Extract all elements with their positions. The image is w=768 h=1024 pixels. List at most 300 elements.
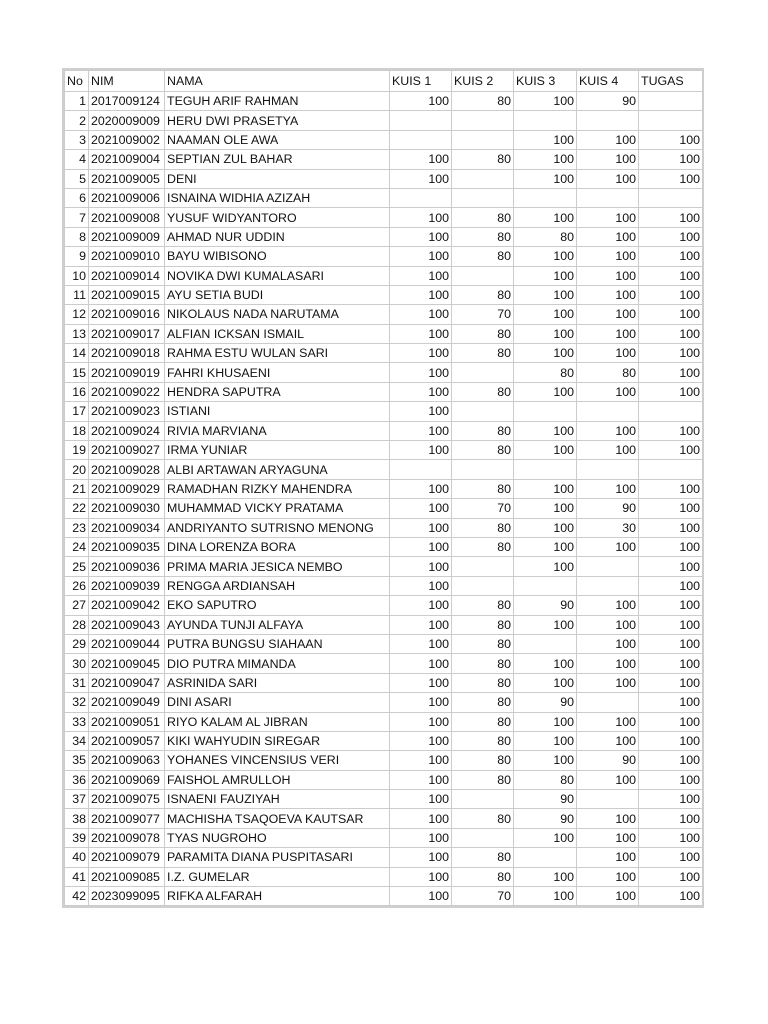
cell-tugas: 100 — [639, 615, 703, 634]
cell-tugas: 100 — [639, 266, 703, 285]
cell-tugas: 100 — [639, 693, 703, 712]
cell-kuis-2: 80 — [452, 441, 514, 460]
cell-nama: IRMA YUNIAR — [165, 441, 390, 460]
cell-kuis-4: 100 — [577, 305, 639, 324]
cell-nim: 2021009049 — [89, 693, 165, 712]
table-row — [65, 848, 703, 867]
table-row — [65, 247, 703, 266]
cell-kuis-4: 100 — [577, 809, 639, 828]
table-row — [65, 208, 703, 227]
cell-tugas — [639, 402, 703, 421]
cell-tugas: 100 — [639, 828, 703, 847]
cell-kuis-4: 100 — [577, 887, 639, 906]
cell-no: 5 — [65, 169, 89, 188]
cell-kuis-1: 100 — [390, 208, 452, 227]
cell-nama: YOHANES VINCENSIUS VERI — [165, 751, 390, 770]
table-row — [65, 344, 703, 363]
cell-no: 31 — [65, 673, 89, 692]
cell-kuis-2: 80 — [452, 285, 514, 304]
cell-kuis-2 — [452, 111, 514, 130]
cell-kuis-2 — [452, 557, 514, 576]
cell-nim: 2021009030 — [89, 499, 165, 518]
cell-nama: RENGGA ARDIANSAH — [165, 576, 390, 595]
cell-no: 25 — [65, 557, 89, 576]
cell-nim: 2021009079 — [89, 848, 165, 867]
cell-kuis-1: 100 — [390, 402, 452, 421]
grade-sheet — [62, 68, 700, 908]
cell-nama: AYU SETIA BUDI — [165, 285, 390, 304]
cell-kuis-4: 100 — [577, 731, 639, 750]
cell-nim: 2021009022 — [89, 382, 165, 401]
cell-no: 19 — [65, 441, 89, 460]
cell-no: 27 — [65, 596, 89, 615]
cell-kuis-4 — [577, 111, 639, 130]
grade-table — [64, 70, 703, 906]
cell-nim: 2021009042 — [89, 596, 165, 615]
cell-kuis-3: 100 — [514, 673, 577, 692]
cell-kuis-4: 100 — [577, 130, 639, 149]
cell-nim: 2021009008 — [89, 208, 165, 227]
header-kuis-4: KUIS 4 — [577, 71, 639, 92]
cell-tugas: 100 — [639, 479, 703, 498]
cell-kuis-3: 100 — [514, 479, 577, 498]
cell-no: 1 — [65, 92, 89, 111]
cell-kuis-3: 80 — [514, 363, 577, 382]
table-row — [65, 421, 703, 440]
cell-nama: DIO PUTRA MIMANDA — [165, 654, 390, 673]
cell-nim: 2021009006 — [89, 188, 165, 207]
cell-kuis-2: 80 — [452, 615, 514, 634]
cell-nama: ISTIANI — [165, 402, 390, 421]
cell-no: 21 — [65, 479, 89, 498]
cell-no: 11 — [65, 285, 89, 304]
cell-nama: PRIMA MARIA JESICA NEMBO — [165, 557, 390, 576]
cell-nama: EKO SAPUTRO — [165, 596, 390, 615]
cell-tugas: 100 — [639, 382, 703, 401]
cell-kuis-4: 100 — [577, 712, 639, 731]
cell-no: 24 — [65, 537, 89, 556]
cell-no: 22 — [65, 499, 89, 518]
cell-no: 35 — [65, 751, 89, 770]
cell-nama: SEPTIAN ZUL BAHAR — [165, 150, 390, 169]
table-row — [65, 499, 703, 518]
header-row — [65, 71, 703, 92]
cell-kuis-4: 100 — [577, 867, 639, 886]
cell-no: 6 — [65, 188, 89, 207]
cell-kuis-4: 90 — [577, 92, 639, 111]
cell-kuis-4: 100 — [577, 673, 639, 692]
cell-tugas: 100 — [639, 712, 703, 731]
table-row — [65, 751, 703, 770]
cell-kuis-4: 90 — [577, 499, 639, 518]
cell-tugas: 100 — [639, 596, 703, 615]
cell-kuis-2: 80 — [452, 693, 514, 712]
cell-tugas: 100 — [639, 518, 703, 537]
cell-kuis-1: 100 — [390, 441, 452, 460]
cell-no: 40 — [65, 848, 89, 867]
cell-nim: 2021009010 — [89, 247, 165, 266]
cell-nim: 2021009019 — [89, 363, 165, 382]
table-row — [65, 634, 703, 653]
cell-no: 34 — [65, 731, 89, 750]
cell-kuis-1: 100 — [390, 615, 452, 634]
cell-no: 4 — [65, 150, 89, 169]
cell-kuis-3: 100 — [514, 557, 577, 576]
cell-kuis-1: 100 — [390, 169, 452, 188]
cell-kuis-2: 80 — [452, 673, 514, 692]
cell-kuis-4: 100 — [577, 441, 639, 460]
cell-nama: DENI — [165, 169, 390, 188]
cell-tugas: 100 — [639, 634, 703, 653]
cell-kuis-3: 90 — [514, 596, 577, 615]
cell-kuis-1: 100 — [390, 828, 452, 847]
cell-nama: RIYO KALAM AL JIBRAN — [165, 712, 390, 731]
cell-kuis-3: 100 — [514, 344, 577, 363]
cell-no: 12 — [65, 305, 89, 324]
cell-tugas: 100 — [639, 305, 703, 324]
cell-kuis-2: 80 — [452, 344, 514, 363]
cell-nama: BAYU WIBISONO — [165, 247, 390, 266]
cell-kuis-2: 80 — [452, 634, 514, 653]
cell-tugas: 100 — [639, 227, 703, 246]
cell-kuis-1: 100 — [390, 227, 452, 246]
cell-no: 2 — [65, 111, 89, 130]
cell-nama: HERU DWI PRASETYA — [165, 111, 390, 130]
grade-table-frame — [62, 68, 704, 908]
cell-kuis-1: 100 — [390, 150, 452, 169]
cell-nama: FAISHOL AMRULLOH — [165, 770, 390, 789]
cell-nama: RAMADHAN RIZKY MAHENDRA — [165, 479, 390, 498]
cell-kuis-3: 100 — [514, 285, 577, 304]
cell-no: 36 — [65, 770, 89, 789]
cell-kuis-4: 100 — [577, 285, 639, 304]
cell-no: 9 — [65, 247, 89, 266]
cell-no: 10 — [65, 266, 89, 285]
cell-kuis-2: 70 — [452, 887, 514, 906]
table-row — [65, 557, 703, 576]
cell-kuis-2 — [452, 790, 514, 809]
cell-nim: 2021009027 — [89, 441, 165, 460]
cell-tugas — [639, 460, 703, 479]
cell-nim: 2021009035 — [89, 537, 165, 556]
cell-nama: RAHMA ESTU WULAN SARI — [165, 344, 390, 363]
cell-kuis-4: 100 — [577, 828, 639, 847]
cell-kuis-2 — [452, 188, 514, 207]
cell-nim: 2021009034 — [89, 518, 165, 537]
cell-no: 39 — [65, 828, 89, 847]
cell-kuis-2: 80 — [452, 150, 514, 169]
cell-kuis-2: 80 — [452, 770, 514, 789]
cell-no: 8 — [65, 227, 89, 246]
table-row — [65, 731, 703, 750]
cell-kuis-1: 100 — [390, 751, 452, 770]
cell-kuis-3 — [514, 848, 577, 867]
cell-kuis-1: 100 — [390, 731, 452, 750]
cell-kuis-1: 100 — [390, 848, 452, 867]
table-row — [65, 867, 703, 886]
cell-nama: RIVIA MARVIANA — [165, 421, 390, 440]
cell-kuis-4: 100 — [577, 266, 639, 285]
cell-kuis-1: 100 — [390, 247, 452, 266]
cell-kuis-2: 80 — [452, 518, 514, 537]
cell-kuis-1: 100 — [390, 363, 452, 382]
cell-nama: I.Z. GUMELAR — [165, 867, 390, 886]
cell-no: 30 — [65, 654, 89, 673]
cell-nama: DINA LORENZA BORA — [165, 537, 390, 556]
cell-kuis-4: 100 — [577, 770, 639, 789]
cell-kuis-3: 100 — [514, 150, 577, 169]
cell-kuis-2: 70 — [452, 305, 514, 324]
cell-kuis-2: 80 — [452, 421, 514, 440]
cell-kuis-4: 100 — [577, 654, 639, 673]
cell-kuis-4: 90 — [577, 751, 639, 770]
cell-nama: ISNAINA WIDHIA AZIZAH — [165, 188, 390, 207]
cell-kuis-2 — [452, 266, 514, 285]
cell-tugas: 100 — [639, 809, 703, 828]
cell-kuis-1 — [390, 111, 452, 130]
cell-nama: AHMAD NUR UDDIN — [165, 227, 390, 246]
cell-nim: 2021009017 — [89, 324, 165, 343]
cell-nim: 2021009002 — [89, 130, 165, 149]
cell-nim: 2021009014 — [89, 266, 165, 285]
cell-nama: NIKOLAUS NADA NARUTAMA — [165, 305, 390, 324]
cell-kuis-4: 100 — [577, 848, 639, 867]
cell-kuis-3: 90 — [514, 809, 577, 828]
cell-kuis-2: 80 — [452, 227, 514, 246]
table-row — [65, 92, 703, 111]
cell-kuis-1: 100 — [390, 518, 452, 537]
cell-nim: 2021009047 — [89, 673, 165, 692]
cell-nim: 2021009023 — [89, 402, 165, 421]
cell-tugas: 100 — [639, 130, 703, 149]
table-row — [65, 130, 703, 149]
cell-no: 38 — [65, 809, 89, 828]
table-row — [65, 266, 703, 285]
cell-nama: PUTRA BUNGSU SIAHAAN — [165, 634, 390, 653]
cell-kuis-1: 100 — [390, 266, 452, 285]
cell-nama: FAHRI KHUSAENI — [165, 363, 390, 382]
table-row — [65, 693, 703, 712]
cell-tugas: 100 — [639, 790, 703, 809]
table-row — [65, 460, 703, 479]
table-row — [65, 518, 703, 537]
cell-kuis-3: 100 — [514, 130, 577, 149]
cell-nim: 2021009063 — [89, 751, 165, 770]
cell-kuis-3: 100 — [514, 828, 577, 847]
cell-no: 32 — [65, 693, 89, 712]
cell-tugas: 100 — [639, 247, 703, 266]
cell-tugas: 100 — [639, 751, 703, 770]
cell-nama: YUSUF WIDYANTORO — [165, 208, 390, 227]
cell-kuis-2 — [452, 363, 514, 382]
cell-kuis-1: 100 — [390, 654, 452, 673]
cell-nim: 2021009057 — [89, 731, 165, 750]
cell-no: 18 — [65, 421, 89, 440]
cell-nama: ANDRIYANTO SUTRISNO MENONG — [165, 518, 390, 537]
cell-kuis-3 — [514, 634, 577, 653]
cell-kuis-2 — [452, 828, 514, 847]
cell-kuis-3: 100 — [514, 615, 577, 634]
cell-kuis-4 — [577, 557, 639, 576]
table-body — [65, 92, 703, 906]
cell-kuis-4: 100 — [577, 150, 639, 169]
cell-kuis-3: 90 — [514, 693, 577, 712]
cell-tugas: 100 — [639, 150, 703, 169]
table-row — [65, 111, 703, 130]
cell-tugas — [639, 111, 703, 130]
cell-nim: 2021009051 — [89, 712, 165, 731]
cell-kuis-2 — [452, 130, 514, 149]
cell-kuis-1 — [390, 188, 452, 207]
cell-tugas: 100 — [639, 654, 703, 673]
cell-kuis-2: 80 — [452, 324, 514, 343]
cell-nama: MACHISHA TSAQOEVA KAUTSAR — [165, 809, 390, 828]
cell-kuis-1: 100 — [390, 867, 452, 886]
cell-nama: DINI ASARI — [165, 693, 390, 712]
cell-nim: 2021009024 — [89, 421, 165, 440]
header-nama: NAMA — [165, 71, 390, 92]
cell-kuis-3 — [514, 402, 577, 421]
cell-nama: RIFKA ALFARAH — [165, 887, 390, 906]
cell-tugas: 100 — [639, 499, 703, 518]
cell-tugas: 100 — [639, 557, 703, 576]
cell-kuis-4 — [577, 188, 639, 207]
cell-kuis-4: 100 — [577, 479, 639, 498]
cell-tugas: 100 — [639, 848, 703, 867]
cell-nim: 2021009077 — [89, 809, 165, 828]
cell-tugas: 100 — [639, 867, 703, 886]
cell-kuis-1: 100 — [390, 673, 452, 692]
cell-kuis-2: 80 — [452, 537, 514, 556]
cell-tugas: 100 — [639, 537, 703, 556]
cell-nim: 2021009028 — [89, 460, 165, 479]
cell-kuis-1: 100 — [390, 809, 452, 828]
cell-kuis-3 — [514, 188, 577, 207]
table-row — [65, 576, 703, 595]
table-row — [65, 887, 703, 906]
cell-kuis-1: 100 — [390, 596, 452, 615]
table-row — [65, 305, 703, 324]
table-row — [65, 363, 703, 382]
cell-kuis-3 — [514, 460, 577, 479]
cell-tugas: 100 — [639, 208, 703, 227]
cell-kuis-4: 100 — [577, 247, 639, 266]
cell-nama: AYUNDA TUNJI ALFAYA — [165, 615, 390, 634]
cell-kuis-4 — [577, 460, 639, 479]
cell-tugas — [639, 92, 703, 111]
table-row — [65, 402, 703, 421]
cell-kuis-1: 100 — [390, 887, 452, 906]
cell-kuis-1: 100 — [390, 421, 452, 440]
cell-kuis-2: 80 — [452, 731, 514, 750]
cell-no: 3 — [65, 130, 89, 149]
cell-kuis-1: 100 — [390, 712, 452, 731]
cell-kuis-3 — [514, 576, 577, 595]
header-tugas: TUGAS — [639, 71, 703, 92]
cell-kuis-2 — [452, 576, 514, 595]
table-row — [65, 615, 703, 634]
cell-tugas: 100 — [639, 673, 703, 692]
cell-kuis-1: 100 — [390, 557, 452, 576]
cell-no: 37 — [65, 790, 89, 809]
cell-kuis-1: 100 — [390, 92, 452, 111]
cell-no: 14 — [65, 344, 89, 363]
cell-nama: TEGUH ARIF RAHMAN — [165, 92, 390, 111]
cell-kuis-2: 80 — [452, 751, 514, 770]
cell-kuis-1: 100 — [390, 305, 452, 324]
cell-kuis-3 — [514, 111, 577, 130]
cell-kuis-4: 100 — [577, 344, 639, 363]
cell-tugas: 100 — [639, 344, 703, 363]
header-kuis-2: KUIS 2 — [452, 71, 514, 92]
cell-kuis-2: 80 — [452, 867, 514, 886]
header-no: No — [65, 71, 89, 92]
cell-tugas: 100 — [639, 441, 703, 460]
cell-kuis-2: 80 — [452, 92, 514, 111]
cell-tugas: 100 — [639, 770, 703, 789]
cell-kuis-3: 100 — [514, 421, 577, 440]
cell-kuis-3: 100 — [514, 208, 577, 227]
cell-no: 29 — [65, 634, 89, 653]
table-row — [65, 150, 703, 169]
cell-kuis-3: 100 — [514, 887, 577, 906]
cell-kuis-1: 100 — [390, 324, 452, 343]
cell-kuis-4: 80 — [577, 363, 639, 382]
cell-kuis-1: 100 — [390, 576, 452, 595]
table-row — [65, 596, 703, 615]
cell-nim: 2021009039 — [89, 576, 165, 595]
cell-kuis-3: 100 — [514, 537, 577, 556]
cell-kuis-1: 100 — [390, 770, 452, 789]
header-kuis-1: KUIS 1 — [390, 71, 452, 92]
cell-kuis-1: 100 — [390, 479, 452, 498]
cell-nama: KIKI WAHYUDIN SIREGAR — [165, 731, 390, 750]
cell-kuis-3: 80 — [514, 227, 577, 246]
cell-kuis-3: 100 — [514, 654, 577, 673]
cell-kuis-3: 90 — [514, 790, 577, 809]
cell-kuis-2 — [452, 460, 514, 479]
cell-no: 20 — [65, 460, 89, 479]
cell-nim: 2023099095 — [89, 887, 165, 906]
cell-kuis-4: 100 — [577, 596, 639, 615]
cell-nim: 2017009124 — [89, 92, 165, 111]
cell-no: 41 — [65, 867, 89, 886]
cell-kuis-3: 100 — [514, 712, 577, 731]
cell-kuis-4: 100 — [577, 208, 639, 227]
cell-kuis-1 — [390, 460, 452, 479]
cell-nim: 2021009036 — [89, 557, 165, 576]
cell-kuis-4: 100 — [577, 382, 639, 401]
cell-tugas: 100 — [639, 285, 703, 304]
table-row — [65, 790, 703, 809]
cell-nim: 2021009043 — [89, 615, 165, 634]
cell-no: 42 — [65, 887, 89, 906]
cell-nim: 2021009009 — [89, 227, 165, 246]
cell-kuis-2: 80 — [452, 848, 514, 867]
table-row — [65, 382, 703, 401]
cell-tugas: 100 — [639, 363, 703, 382]
table-row — [65, 654, 703, 673]
cell-kuis-4: 100 — [577, 615, 639, 634]
cell-nama: NAAMAN OLE AWA — [165, 130, 390, 149]
cell-tugas: 100 — [639, 169, 703, 188]
cell-kuis-2: 80 — [452, 208, 514, 227]
cell-kuis-1: 100 — [390, 499, 452, 518]
cell-tugas: 100 — [639, 887, 703, 906]
cell-no: 13 — [65, 324, 89, 343]
cell-kuis-2: 80 — [452, 712, 514, 731]
cell-nim: 2021009004 — [89, 150, 165, 169]
